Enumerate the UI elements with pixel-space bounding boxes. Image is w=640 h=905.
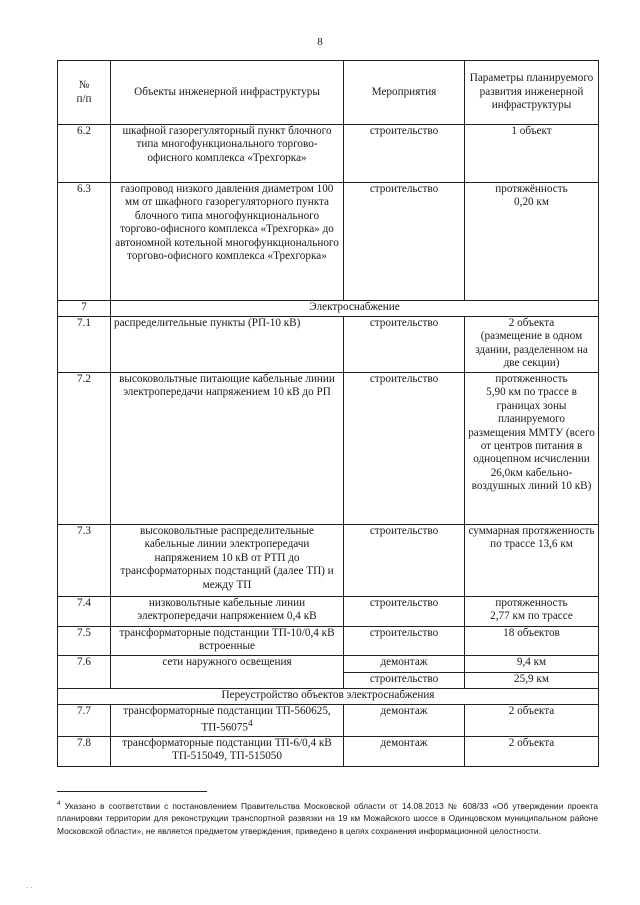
object-cell: высоковольтные питающие кабельные линии электропередачи напряжением 10 кВ до РП <box>111 373 344 525</box>
params-cell: 18 объектов <box>465 627 599 656</box>
footnote-divider <box>57 791 207 792</box>
section-row <box>58 689 599 705</box>
table-row <box>58 736 599 766</box>
object-cell: низковольтные кабельные линии электропередачи напряжением 0,4 кВ <box>111 597 344 627</box>
table-row <box>58 317 599 373</box>
row-number: 7.1 <box>58 317 111 373</box>
header-objects: Объекты инженерной инфраструктуры <box>111 61 344 125</box>
object-cell: сети наружного освещения <box>111 656 344 689</box>
object-cell <box>111 705 344 737</box>
activity-cell: строительство <box>344 627 465 656</box>
table-row <box>58 125 599 183</box>
params-cell: 25,9 км <box>465 673 599 689</box>
section-row <box>58 301 599 317</box>
footnote-ref: 4 <box>247 719 253 730</box>
row-number: 7.7 <box>58 705 111 737</box>
row-number: 7.6 <box>58 656 111 689</box>
table-row <box>58 183 599 301</box>
row-number: 7.5 <box>58 627 111 656</box>
object-cell: газопровод низкого давления диаметром 100 мм от шкафного газорегуляторного пункта блочного типа многофункционального торгово-офисного комплекса «Трехгорка» до автономной котельной многофункционального торгово-офисного комплекса «Трехгорка» <box>111 183 344 301</box>
params-cell: протяженность 5,90 км по трассе в границах зоны планируемого размещения ММТУ (всего от центров питания в одноцепном исчислении 26,0км кабельно-воздушных линий 10 кВ) <box>465 373 599 525</box>
activity-cell: строительство <box>344 597 465 627</box>
footnote <box>57 798 598 837</box>
header-activities: Мероприятия <box>344 61 465 125</box>
footnote-marker: 4 <box>57 800 61 807</box>
table-row <box>58 373 599 525</box>
activity-cell: строительство <box>344 183 465 301</box>
row-number: 6.2 <box>58 125 111 183</box>
infrastructure-table <box>57 60 599 767</box>
object-cell: распределительные пункты (РП-10 кВ) <box>111 317 344 373</box>
margin-mark: · · <box>26 884 33 892</box>
activity-cell: строительство <box>344 525 465 597</box>
table-row <box>58 627 599 656</box>
object-cell: высоковольтные распределительные кабельные линии электропередачи напряжением 10 кВ от РТП до трансформаторных подстанций (далее ТП) и между ТП <box>111 525 344 597</box>
activity-cell: строительство <box>344 125 465 183</box>
row-number: 6.3 <box>58 183 111 301</box>
activity-cell: строительство <box>344 673 465 689</box>
row-number: 7.8 <box>58 736 111 766</box>
row-number: 7.4 <box>58 597 111 627</box>
activity-cell: демонтаж <box>344 656 465 673</box>
row-number: 7 <box>58 301 111 317</box>
section-title: Электроснабжение <box>111 301 599 317</box>
table-header-row <box>58 61 599 125</box>
object-cell: трансформаторные подстанции ТП-10/0,4 кВ встроенные <box>111 627 344 656</box>
table-row <box>58 705 599 737</box>
activity-cell: строительство <box>344 317 465 373</box>
params-cell: 1 объект <box>465 125 599 183</box>
params-cell: протяженность 2,77 км по трассе <box>465 597 599 627</box>
section-title: Переустройство объектов электроснабжения <box>58 689 599 705</box>
activity-cell: демонтаж <box>344 705 465 737</box>
params-cell: суммарная протяженность по трассе 13,6 км <box>465 525 599 597</box>
footnote-text: Указано в соответствии с постановлением Правительства Московской области от 14.08.2013 № 608/33 «Об утверждении проекта планировки территории для реконструкции транспортной развязки на 19 км Можайского шоссе в Одинцовском муниципальном районе Московской области», не является предметом утверждения, приведено в целях сохранения информационной целостности. <box>57 800 599 836</box>
object-text: трансформаторные подстанции ТП-560625, ТП-56075 <box>123 705 331 735</box>
activity-cell: строительство <box>344 373 465 525</box>
table-row <box>58 656 599 673</box>
table-row <box>58 597 599 627</box>
page-number: 8 <box>317 36 323 48</box>
row-number: 7.3 <box>58 525 111 597</box>
object-cell: трансформаторные подстанции ТП-6/0,4 кВ ТП-515049, ТП-515050 <box>111 736 344 766</box>
params-cell: 2 объекта <box>465 736 599 766</box>
activity-cell: демонтаж <box>344 736 465 766</box>
params-cell: 2 объекта <box>465 705 599 737</box>
table-row <box>58 525 599 597</box>
params-cell: протяжённость 0,20 км <box>465 183 599 301</box>
params-cell: 9,4 км <box>465 656 599 673</box>
row-number: 7.2 <box>58 373 111 525</box>
header-parameters: Параметры планируемого развития инженерной инфраструктуры <box>465 61 599 125</box>
object-cell: шкафной газорегуляторный пункт блочного типа многофункционального торгово-офисного комплекса «Трехгорка» <box>111 125 344 183</box>
header-number: № п/п <box>58 61 111 125</box>
params-cell: 2 объекта (размещение в одном здании, разделенном на две секции) <box>465 317 599 373</box>
